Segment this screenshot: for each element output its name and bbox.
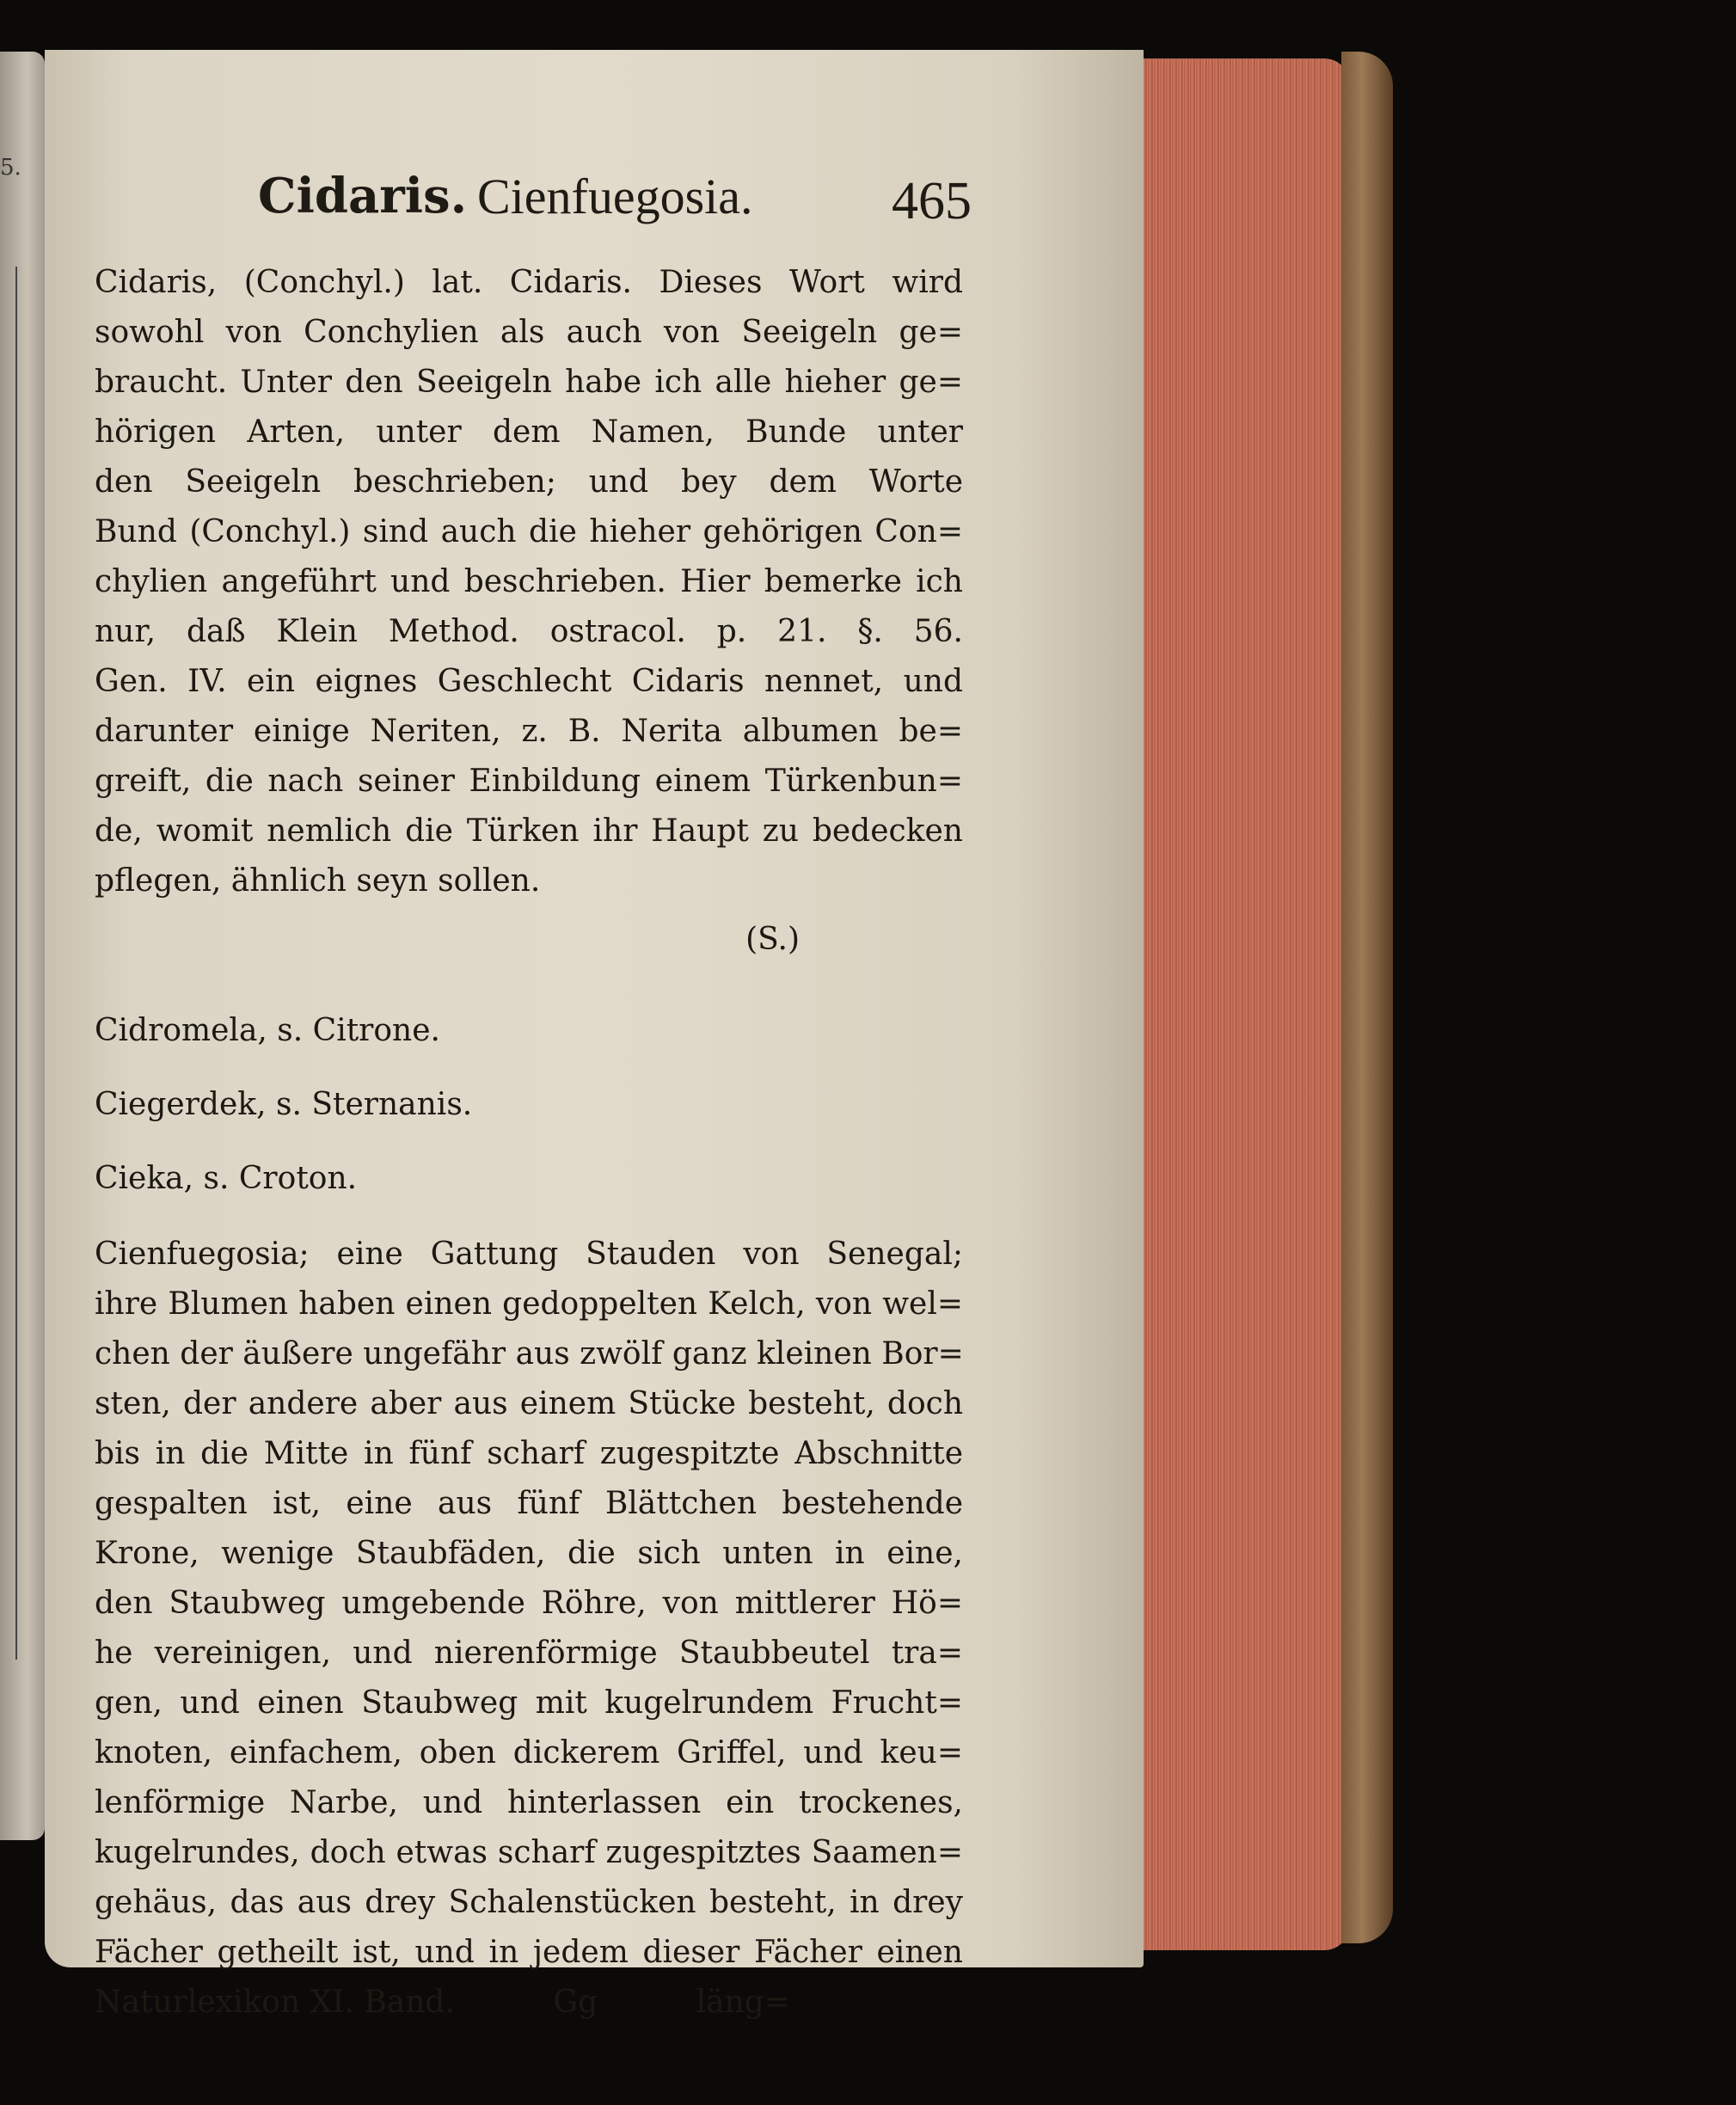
text-line: darunter einige Neriten, z. B. Nerita albumen be= bbox=[95, 714, 963, 749]
running-header bbox=[258, 168, 972, 245]
text-line: den Staubweg umgebende Röhre, von mittlerer Hö= bbox=[95, 1586, 963, 1621]
text-line: gen, und einen Staubweg mit kugelrundem Frucht= bbox=[95, 1685, 963, 1721]
text-line: kugelrundes, doch etwas scharf zugespitztes Saamen= bbox=[95, 1835, 963, 1870]
left-page-edge bbox=[0, 52, 45, 1840]
text-line: pflegen, ähnlich seyn sollen. bbox=[95, 863, 541, 899]
page-number: 465 bbox=[892, 172, 972, 230]
text-line: lenförmige Narbe, und hinterlassen ein trockenes, bbox=[95, 1785, 963, 1820]
text-line: Bund (Conchyl.) sind auch die hieher gehörigen Con= bbox=[95, 514, 963, 549]
text-line: chen der äußere ungefähr aus zwölf ganz kleinen Bor= bbox=[95, 1336, 964, 1372]
left-page-rule bbox=[15, 267, 17, 1660]
text-line: Krone, wenige Staubfäden, die sich unten in eine, bbox=[95, 1536, 963, 1571]
page-fore-edge bbox=[1118, 58, 1350, 1950]
text-line: nur, daß Klein Method. ostracol. p. 21. §. 56. bbox=[95, 614, 963, 649]
cross-reference-entry: Ciegerdek, s. Sternanis. bbox=[95, 1087, 473, 1122]
page-body bbox=[95, 258, 963, 2028]
header-term-left: Cidaris. bbox=[258, 168, 468, 224]
text-line: sowohl von Conchylien als auch von Seeigeln ge= bbox=[95, 315, 963, 350]
text-line: gehäus, das aus drey Schalenstücken besteht, in drey bbox=[95, 1885, 963, 1920]
cross-reference-entry: Cieka, s. Croton. bbox=[95, 1161, 358, 1196]
text-line: de, womit nemlich die Türken ihr Haupt zu bedecken bbox=[95, 813, 963, 849]
cienfuegosia-paragraph bbox=[95, 1230, 963, 1978]
text-line: he vereinigen, und nierenförmige Staubbeutel tra= bbox=[95, 1636, 963, 1671]
text-line: bis in die Mitte in fünf scharf zugespitzte Abschnitte bbox=[95, 1436, 963, 1471]
text-line: chylien angeführt und beschrieben. Hier bemerke ich bbox=[95, 564, 963, 599]
text-line: knoten, einfachem, oben dickerem Griffel, und keu= bbox=[95, 1735, 963, 1771]
text-line: braucht. Unter den Seeigeln habe ich alle hieher ge= bbox=[95, 365, 963, 400]
text-line: ihre Blumen haben einen gedoppelten Kelch, von wel= bbox=[95, 1286, 963, 1322]
text-line: hörigen Arten, unter dem Namen, Bunde unter bbox=[95, 414, 963, 450]
cross-reference-entry: Cidromela, s. Citrone. bbox=[95, 1013, 440, 1048]
text-line: Cienfuegosia; eine Gattung Stauden von Senegal; bbox=[95, 1237, 963, 1272]
text-line: sten, der andere aber aus einem Stücke besteht, doch bbox=[95, 1386, 963, 1421]
text-line: gespalten ist, eine aus fünf Blättchen bestehende bbox=[95, 1486, 963, 1521]
page-footer: Naturlexikon XI. Band. Gg läng= bbox=[95, 1985, 790, 2020]
header-term-right: Cienfuegosia. bbox=[477, 169, 753, 224]
text-line: Gen. IV. ein eignes Geschlecht Cidaris nennet, und bbox=[95, 664, 963, 699]
left-page-fragment: 5. bbox=[0, 155, 21, 181]
text-line: den Seeigeln beschrieben; und bey dem Worte bbox=[95, 464, 963, 500]
text-line: Cidaris, (Conchyl.) lat. Cidaris. Dieses Wort wird bbox=[95, 265, 963, 300]
book-cover bbox=[1341, 52, 1393, 1943]
cidaris-paragraph bbox=[95, 258, 963, 906]
author-signature: (S.) bbox=[745, 922, 800, 957]
text-line: greift, die nach seiner Einbildung einem Türkenbun= bbox=[95, 764, 963, 799]
text-line: Fächer getheilt ist, und in jedem dieser Fächer einen bbox=[95, 1935, 963, 1970]
